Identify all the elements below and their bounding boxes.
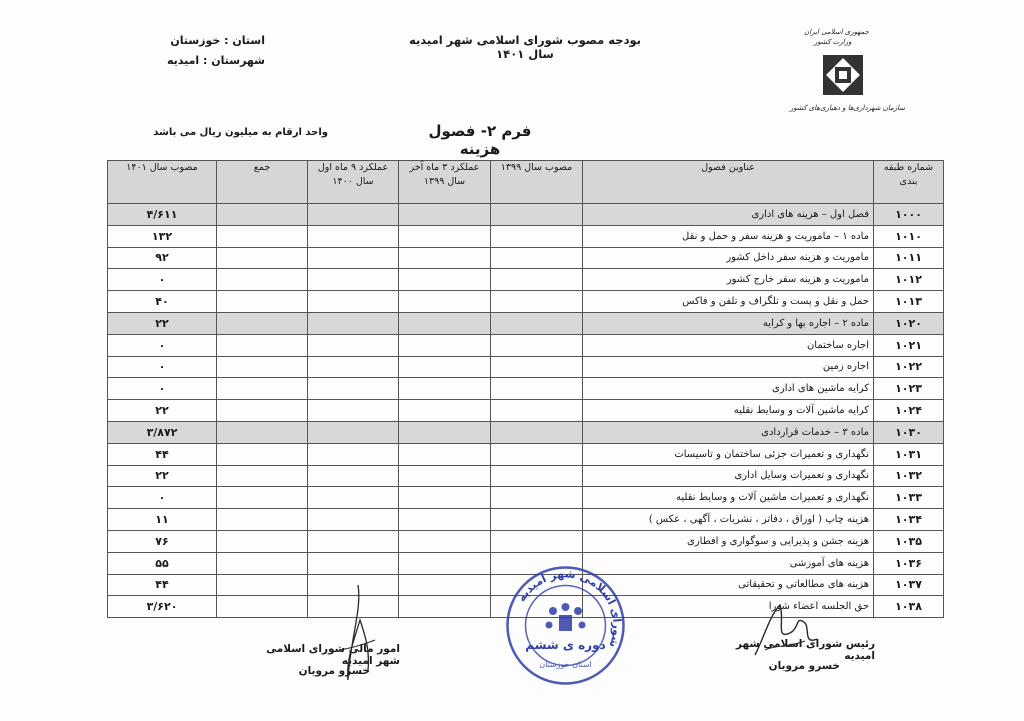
row-title: نگهداری و تعمیرات جزئی ساختمان و تاسیسات [583,443,874,465]
row-title: اجاره زمین [583,356,874,378]
finance-title: امور مالی شورای اسلامی شهر امیدیه [266,643,400,667]
col-header-total: جمع [217,161,308,204]
row-perf-9m [308,356,399,378]
row-total [217,334,308,356]
row-approved-1399 [491,400,583,422]
row-code: ۱۰۳۱ [874,443,944,465]
row-perf-9m [308,291,399,313]
logo-top-line-1: جمهوری اسلامی ایران [804,28,869,36]
row-approved-1399 [491,247,583,269]
row-title: هزینه های آموزشی [583,552,874,574]
row-total [217,574,308,596]
row-total [217,269,308,291]
row-perf-3m [399,247,491,269]
table-row [108,291,944,313]
row-perf-3m [399,225,491,247]
row-total [217,509,308,531]
row-code: ۱۰۳۴ [874,509,944,531]
stamp-center-text: دوره ی ششم [525,638,606,652]
row-total [217,487,308,509]
row-approved-1399 [491,356,583,378]
row-approved-1399 [491,204,583,226]
row-approved-1399 [491,225,583,247]
row-perf-3m [399,596,491,618]
row-approved-1401: ۰ [108,356,217,378]
row-approved-1401: ۱۱ [108,509,217,531]
row-perf-9m [308,334,399,356]
row-total [217,552,308,574]
row-total [217,356,308,378]
row-total [217,465,308,487]
row-approved-1399 [491,465,583,487]
row-code: ۱۰۱۱ [874,247,944,269]
row-code: ۱۰۳۷ [874,574,944,596]
row-perf-3m [399,378,491,400]
logo-bottom-line: سازمان شهرداری‌ها و دهیاری‌های کشور [790,104,906,112]
row-total [217,247,308,269]
row-title: حمل و نقل و پست و تلگراف و تلفن و فاکس [583,291,874,313]
row-approved-1401: ۵۵ [108,552,217,574]
row-title: ماده ۳ – خدمات قراردادی [583,421,874,443]
stamp-emblem-icon [546,603,586,631]
row-approved-1401: ۴۰ [108,291,217,313]
form-title: فرم ۲- فصول هزینه [428,122,532,158]
row-code: ۱۰۲۳ [874,378,944,400]
row-perf-9m [308,378,399,400]
row-title: ماموریت و هزینه سفر خارج کشور [583,269,874,291]
row-approved-1401: ۳/۸۷۲ [108,421,217,443]
table-row [108,247,944,269]
row-approved-1399 [491,509,583,531]
row-approved-1401: ۲۲ [108,465,217,487]
col-header-title: عناوین فصول [583,161,874,204]
row-perf-9m [308,509,399,531]
row-code: ۱۰۰۰ [874,204,944,226]
council-head-name: خسرو مرویان [768,660,840,672]
table-row [108,204,944,226]
row-title: حق الجلسه اعضاء شورا [583,596,874,618]
row-code: ۱۰۳۳ [874,487,944,509]
table-body [108,204,944,618]
row-perf-3m [399,465,491,487]
row-perf-9m [308,312,399,334]
row-code: ۱۰۲۲ [874,356,944,378]
council-head-title: رئیس شورای اسلامی شهر امیدیه [735,638,875,662]
col-header-perf-9m: عملکرد ۹ ماه اول سال ۱۴۰۰ [308,161,399,204]
row-total [217,421,308,443]
row-code: ۱۰۲۱ [874,334,944,356]
row-perf-3m [399,421,491,443]
row-title: ماموریت و هزینه سفر داخل کشور [583,247,874,269]
row-title: ماده ۱ – ماموریت و هزینه سفر و حمل و نقل [583,225,874,247]
row-perf-9m [308,225,399,247]
row-approved-1399 [491,487,583,509]
row-approved-1399 [491,530,583,552]
row-approved-1399 [491,421,583,443]
row-total [217,225,308,247]
row-perf-3m [399,552,491,574]
row-perf-9m [308,487,399,509]
row-title: ماده ۲ – اجاره بها و کرایه [583,312,874,334]
table-row [108,225,944,247]
document-title: بودجه مصوب شورای اسلامی شهر امیدیه سال ۱۴۰۱ [408,33,642,61]
row-code: ۱۰۱۳ [874,291,944,313]
row-perf-9m [308,465,399,487]
row-approved-1401: ۴۴ [108,443,217,465]
row-approved-1401: ۰ [108,334,217,356]
row-title: اجاره ساختمان [583,334,874,356]
row-approved-1399 [491,269,583,291]
row-perf-3m [399,509,491,531]
row-code: ۱۰۳۵ [874,530,944,552]
row-approved-1399 [491,378,583,400]
row-perf-3m [399,400,491,422]
row-code: ۱۰۲۴ [874,400,944,422]
row-title: هزینه های مطالعاتی و تحقیقاتی [583,574,874,596]
row-approved-1399 [491,291,583,313]
row-approved-1401: ۰ [108,378,217,400]
row-perf-3m [399,530,491,552]
row-total [217,291,308,313]
row-perf-3m [399,443,491,465]
table-row [108,356,944,378]
col-header-code: شماره طبقه بندی [874,161,944,204]
row-perf-9m [308,530,399,552]
row-perf-3m [399,291,491,313]
row-code: ۱۰۳۰ [874,421,944,443]
stamp-ring-text: شورای اسلامی شهر امیدیه [514,567,624,650]
row-approved-1401: ۲۲ [108,400,217,422]
row-approved-1401: ۴/۶۱۱ [108,204,217,226]
row-total [217,530,308,552]
row-title: کرایه ماشین های اداری [583,378,874,400]
row-code: ۱۰۱۲ [874,269,944,291]
row-code: ۱۰۱۰ [874,225,944,247]
row-perf-9m [308,421,399,443]
row-approved-1401: ۲۲ [108,312,217,334]
table-row [108,465,944,487]
row-code: ۱۰۳۲ [874,465,944,487]
table-row [108,269,944,291]
row-perf-3m [399,269,491,291]
row-approved-1401: ۰ [108,487,217,509]
row-approved-1401: ۳/۶۲۰ [108,596,217,618]
row-perf-3m [399,334,491,356]
table-row [108,487,944,509]
ministry-logo [790,28,906,118]
unit-note: واحد ارقام به میلیون ریال می باشد [153,127,328,138]
table-row [108,509,944,531]
table-row [108,443,944,465]
row-approved-1401: ۹۲ [108,247,217,269]
table-row [108,378,944,400]
col-header-approved-1401: مصوب سال ۱۴۰۱ [108,161,217,204]
council-seal-stamp [503,563,628,688]
col-header-approved-1399: مصوب سال ۱۳۹۹ [491,161,583,204]
row-perf-9m [308,247,399,269]
council-head-signature [735,595,825,665]
row-title: هزینه جشن و پذیرایی و سوگواری و افطاری [583,530,874,552]
row-approved-1399 [491,443,583,465]
row-total [217,378,308,400]
table-row [108,312,944,334]
row-perf-3m [399,356,491,378]
row-perf-9m [308,400,399,422]
row-approved-1401: ۰ [108,269,217,291]
finance-signature [320,580,390,690]
logo-top-line-2: وزارت کشور [814,38,852,46]
row-title: فصل اول – هزینه های اداری [583,204,874,226]
row-code: ۱۰۳۶ [874,552,944,574]
table-row [108,400,944,422]
table-row [108,334,944,356]
row-perf-9m [308,269,399,291]
stamp-bottom-text: استان خوزستان [539,660,592,669]
row-title: نگهداری و تعمیرات وسایل اداری [583,465,874,487]
col-header-perf-3m: عملکرد ۳ ماه آخر سال ۱۳۹۹ [399,161,491,204]
row-total [217,204,308,226]
row-title: هزینه چاپ ( اوراق ، دفاتر ، نشریات ، آگهی ، عکس ) [583,509,874,531]
row-approved-1399 [491,334,583,356]
row-approved-1401: ۴۴ [108,574,217,596]
county-label: شهرستان : امیدیه [166,54,265,67]
row-total [217,443,308,465]
row-approved-1399 [491,312,583,334]
row-perf-3m [399,574,491,596]
row-perf-3m [399,487,491,509]
row-perf-9m [308,443,399,465]
row-perf-3m [399,312,491,334]
finance-name: خسرو مرویان [298,665,370,677]
emblem-icon [820,52,866,98]
table-row [108,421,944,443]
row-total [217,312,308,334]
row-perf-3m [399,204,491,226]
row-perf-9m [308,204,399,226]
row-perf-9m [308,552,399,574]
row-total [217,596,308,618]
row-approved-1401: ۱۳۲ [108,225,217,247]
row-code: ۱۰۲۰ [874,312,944,334]
table-header-row [108,161,944,204]
province-label: استان : خوزستان [170,34,265,47]
row-total [217,400,308,422]
row-title: نگهداری و تعمیرات ماشین آلات و وسایط نقلیه [583,487,874,509]
table-row [108,530,944,552]
row-approved-1401: ۷۶ [108,530,217,552]
expense-chapters-table [107,160,944,618]
row-code: ۱۰۳۸ [874,596,944,618]
row-title: کرایه ماشین آلات و وسایط نقلیه [583,400,874,422]
